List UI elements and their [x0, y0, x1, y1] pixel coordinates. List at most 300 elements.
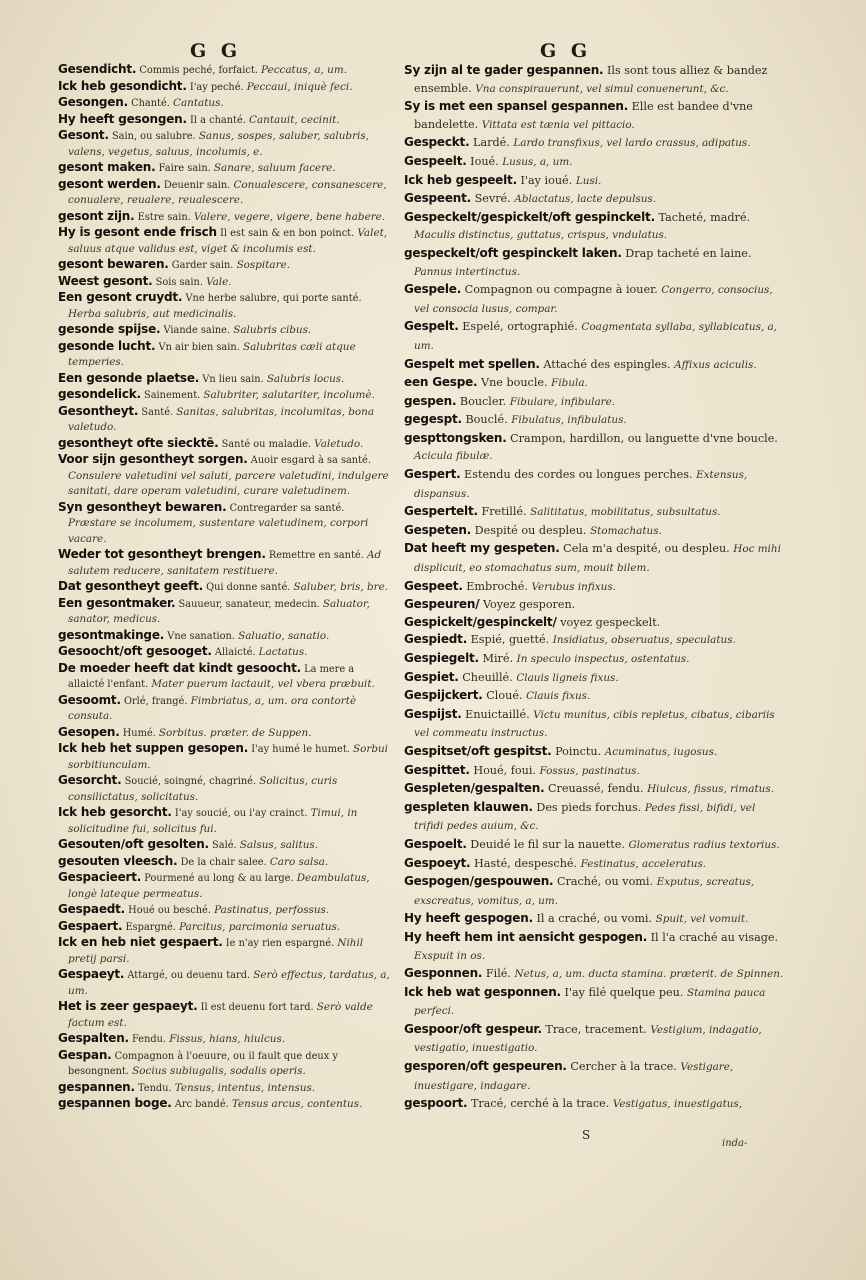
french-gloss: Bouclé.: [465, 413, 508, 427]
french-gloss: Espargné.: [125, 921, 176, 933]
french-gloss: Auoir esgard à sa santé.: [250, 455, 371, 466]
latin-gloss: Præstare se incolumem, sustentare valetudinem, corpori vacare.: [68, 517, 369, 545]
latin-gloss: Clauis fixus.: [526, 690, 591, 703]
french-gloss: Soucié, soingné, chagriné.: [124, 776, 257, 787]
french-gloss: Compagnon à l'oeuure, ou il fault que deux y besongnent.: [68, 1050, 338, 1077]
french-gloss: Espié, guetté.: [470, 633, 550, 647]
latin-gloss: Caro salsa.: [269, 855, 329, 868]
french-gloss: Sainement.: [144, 390, 201, 401]
french-gloss: Attargé, ou deuenu tard.: [127, 970, 251, 981]
headword: Gespiedt.: [404, 632, 468, 647]
headword: gesonde lucht.: [58, 338, 156, 353]
french-gloss: Viande saine.: [163, 325, 231, 336]
headword: Een gesontmaker.: [58, 595, 176, 610]
headword: Ick heb gesondicht.: [58, 78, 187, 93]
dictionary-entry: [58, 339, 393, 371]
signature-mark: S: [582, 1128, 591, 1142]
latin-gloss: Tensus, intentus, intensus.: [174, 1081, 316, 1094]
latin-gloss: Netus, a, um. ducta stamina. præterit. de Spinnen.: [514, 968, 784, 981]
dictionary-entry: [404, 743, 786, 762]
latin-gloss: Salubriter, salutariter, incolumè.: [203, 389, 375, 401]
headword: Gespaeyt.: [58, 967, 125, 981]
headword: gegespt.: [404, 412, 462, 427]
dictionary-entry: [58, 79, 393, 96]
dictionary-entry: [58, 547, 393, 579]
french-gloss: Drap tacheté en laine.: [625, 246, 752, 260]
headword: gesporen/oft gespeuren.: [404, 1059, 567, 1074]
dictionary-entry: [404, 134, 786, 153]
headword: Een gesonde plaetse.: [58, 370, 200, 385]
latin-gloss: Cantauit, cecinit.: [249, 113, 340, 126]
dictionary-entry: [58, 919, 393, 936]
dictionary-entry: [404, 245, 786, 281]
latin-gloss: Consulere valetudini vel saluti, parcere valetudini, indulgere sanitati, dare operam valetudini, curare valetudinem.: [68, 469, 389, 497]
french-gloss: Remettre en santé.: [268, 550, 364, 561]
headword: Gespalten.: [58, 1031, 129, 1045]
dictionary-entry: [58, 999, 393, 1031]
latin-gloss: Affixus aciculis.: [674, 358, 757, 371]
latin-gloss: Socius subiugalis, sodalis operis.: [132, 1065, 306, 1077]
headword: Gesont.: [58, 128, 109, 142]
headword: Gespijst.: [404, 706, 462, 721]
headword: gesont werden.: [58, 176, 161, 191]
dictionary-entry: [58, 387, 393, 404]
french-gloss: Santé.: [141, 406, 174, 418]
latin-gloss: Vittata est tænia vel pittacio.: [481, 118, 635, 131]
latin-gloss: Vestigium, indagatio, vestigatio, inuestigatio.: [414, 1023, 762, 1055]
dictionary-entry: [58, 1031, 393, 1048]
french-gloss: Houé ou besché.: [128, 905, 211, 916]
headword: Een gesont cruydt.: [58, 290, 183, 304]
latin-gloss: Tensus arcus, contentus.: [231, 1098, 363, 1110]
dictionary-entry: [58, 805, 393, 837]
french-gloss: I'ay peché.: [189, 81, 244, 93]
french-gloss: Contregarder sa santé.: [229, 502, 345, 514]
latin-gloss: Ablactatus, lacte depulsus.: [514, 193, 657, 206]
dictionary-entry: [404, 1095, 786, 1114]
dictionary-entry: [58, 725, 393, 742]
dictionary-entry: [404, 374, 786, 393]
headword: Sy is met een spansel gespannen.: [404, 99, 629, 114]
headword: Gesorcht.: [58, 773, 122, 787]
latin-gloss: Cantatus.: [173, 97, 224, 109]
headword: gespen.: [404, 393, 457, 408]
latin-gloss: Congerro, consocius, vel consocia lusus, compar.: [414, 284, 773, 315]
dictionary-entry: [58, 225, 393, 257]
dictionary-entry: [404, 687, 786, 706]
latin-gloss: Vestigatus, inuestigatus,: [612, 1098, 743, 1111]
latin-gloss: Salsus, salitus.: [239, 839, 319, 851]
dictionary-entry: [404, 466, 786, 503]
dictionary-entry: [58, 1048, 393, 1080]
dictionary-entry: [58, 95, 393, 112]
latin-gloss: Lusus, a, um.: [502, 155, 573, 168]
french-gloss: Lardé.: [473, 136, 510, 150]
latin-gloss: Clauis ligneis fixus.: [516, 671, 619, 684]
latin-gloss: Glomeratus radius textorius.: [628, 838, 780, 851]
headword: gesont zijn.: [58, 208, 135, 223]
dictionary-entry: [404, 522, 786, 541]
dictionary-entry: [58, 1096, 393, 1113]
right-column: [404, 62, 786, 1114]
headword: gespannen boge.: [58, 1096, 172, 1110]
french-gloss: I'ay filé quelque peu.: [564, 985, 684, 999]
french-gloss: Estendu des cordes ou longues perches.: [464, 468, 693, 482]
headword: Gespele.: [404, 282, 462, 297]
latin-gloss: Fissus, hians, hiulcus.: [169, 1033, 286, 1045]
headword: gesondelick.: [58, 387, 141, 401]
french-gloss: Ie n'ay rien espargné.: [225, 938, 335, 949]
headword: gesont bewaren.: [58, 257, 169, 271]
latin-gloss: Spuit, vel vomuit.: [655, 913, 749, 926]
headword: Gespelt.: [404, 319, 459, 334]
french-gloss: Voyez gesporen.: [482, 598, 576, 612]
french-gloss: De la chair salee.: [180, 856, 267, 868]
french-gloss: voyez gespeckelt.: [560, 615, 661, 629]
french-gloss: Embroché.: [466, 579, 528, 593]
headword: Voor sijn gesontheyt sorgen.: [58, 452, 248, 466]
dictionary-entry: [58, 870, 393, 902]
french-gloss: Sevré.: [474, 192, 511, 206]
dictionary-entry: [404, 799, 786, 836]
dictionary-entry: [404, 873, 786, 910]
headword: Hy heeft hem int aensicht gespogen.: [404, 929, 648, 944]
french-gloss: Sain, ou salubre.: [111, 131, 196, 142]
headword: De moeder heeft dat kindt gesoocht.: [58, 660, 301, 675]
headword: Gespleten/gespalten.: [404, 781, 545, 796]
latin-gloss: Saluator, sanator, medicus.: [68, 597, 370, 625]
headword: Gespeet.: [404, 578, 463, 593]
french-gloss: Crampon, hardillon, ou languette d'vne boucle.: [510, 431, 778, 445]
latin-gloss: Lactatus.: [258, 646, 308, 658]
dictionary-entry: [58, 128, 393, 160]
latin-gloss: In speculo inspectus, ostentatus.: [516, 653, 690, 665]
latin-gloss: Extensus, dispansus.: [414, 469, 748, 500]
french-gloss: Des pieds forchus.: [536, 800, 642, 814]
headword: Gesopen.: [58, 724, 120, 739]
french-gloss: Miré.: [482, 652, 514, 665]
dictionary-entry: [404, 1058, 786, 1095]
french-gloss: Houé, foui.: [473, 763, 536, 777]
dictionary-entry: [58, 452, 393, 500]
left-column: [58, 62, 393, 1113]
french-gloss: Allaicté.: [214, 647, 256, 658]
latin-gloss: Pastinatus, perfossus.: [214, 904, 330, 916]
headword: Gespeuren/: [404, 597, 480, 612]
french-gloss: I'ay soucié, ou i'ay crainct.: [174, 808, 308, 819]
latin-gloss: Conualescere, consanescere, conualere, reualere, reualescere.: [68, 178, 387, 206]
latin-gloss: Lardo transfixus, vel lardo crassus, adipatus.: [513, 137, 751, 150]
dictionary-entry: [58, 62, 393, 79]
french-gloss: Ioué.: [470, 154, 499, 168]
french-gloss: Sauueur, sanateur, medecin.: [178, 598, 320, 610]
latin-gloss: Lusi.: [575, 174, 602, 187]
latin-gloss: Exputus, screatus, exscreatus, vomitus, a, um.: [414, 876, 755, 907]
french-gloss: La mere a allaicté l'enfant.: [68, 663, 355, 690]
dictionary-entry: [404, 318, 786, 355]
dictionary-entry: [404, 1021, 786, 1058]
latin-gloss: Peccaui, iniquè feci.: [246, 80, 353, 93]
french-gloss: Sois sain.: [155, 276, 203, 288]
catchword: inda-: [722, 1138, 748, 1149]
headword: Gespitset/oft gespitst.: [404, 743, 552, 758]
dictionary-entry: [58, 322, 393, 339]
headword: Gesendicht.: [58, 62, 137, 76]
dictionary-entry: [58, 160, 393, 177]
dictionary-entry: [404, 98, 786, 134]
dictionary-entry: [404, 650, 786, 669]
french-gloss: Tracé, cerché à la trace.: [470, 1097, 610, 1111]
headword: Het is zeer gespaeyt.: [58, 999, 198, 1013]
headword: Gesontheyt.: [58, 403, 139, 418]
latin-gloss: Stamina pauca perfeci.: [414, 986, 766, 1018]
french-gloss: Vn air bien sain.: [158, 341, 240, 353]
headword: gesontheyt ofte siecktē.: [58, 435, 219, 450]
latin-gloss: Salubris locus.: [266, 372, 345, 385]
dictionary-entry: [404, 503, 786, 522]
latin-gloss: Hoc mihi displicuit, eo stomachatus sum, mouit bilem.: [414, 543, 781, 575]
french-gloss: Vn lieu sain.: [202, 373, 264, 385]
dictionary-entry: [58, 112, 393, 129]
dictionary-entry: [58, 967, 393, 999]
latin-gloss: Saluatio, sanatio.: [238, 629, 330, 642]
headword: Gespickelt/gespinckelt/: [404, 614, 557, 629]
latin-gloss: Fibulare, infibulare.: [509, 395, 616, 408]
latin-gloss: Valere, vegere, vigere, bene habere.: [193, 210, 386, 223]
dictionary-entry: [404, 209, 786, 245]
latin-gloss: Mater puerum lactauit, vel vbera præbuit.: [151, 678, 375, 690]
headword: Gespittet.: [404, 762, 470, 777]
dictionary-entry: [58, 741, 393, 773]
headword: gesontmakinge.: [58, 627, 165, 642]
dictionary-entry: [404, 929, 786, 965]
french-gloss: Attaché des espingles.: [543, 357, 671, 371]
french-gloss: Despité ou despleu.: [474, 523, 587, 537]
french-gloss: Commis peché, forfaict.: [139, 65, 258, 76]
dictionary-entry: [58, 257, 393, 274]
french-gloss: Fretillé.: [481, 505, 527, 519]
headword: Weder tot gesontheyt brengen.: [58, 547, 266, 561]
french-gloss: Deuidé le fil sur la nauette.: [470, 837, 625, 851]
headword: Hy heeft gesongen.: [58, 111, 187, 126]
headword: gespttongsken.: [404, 430, 507, 445]
latin-gloss: Sanare, saluum facere.: [213, 162, 336, 174]
french-gloss: Hasté, despesché.: [473, 856, 578, 870]
french-gloss: Humé.: [122, 727, 156, 739]
headword: Ick heb wat gesponnen.: [404, 984, 561, 999]
headword: Gespiegelt.: [404, 651, 479, 665]
french-gloss: Il est sain & en bon poinct.: [220, 228, 355, 239]
headword: Gespacieert.: [58, 870, 142, 884]
dictionary-entry: [404, 855, 786, 874]
running-head-left: G G: [190, 40, 242, 62]
latin-gloss: Herba salubris, aut medicinalis.: [68, 307, 237, 320]
french-gloss: Santé ou maladie.: [221, 438, 312, 450]
latin-gloss: Hiulcus, fissus, rimatus.: [647, 783, 774, 796]
french-gloss: Creuassé, fendu.: [548, 782, 644, 796]
latin-gloss: Peccatus, a, um.: [261, 64, 347, 76]
headword: Gespert.: [404, 467, 461, 482]
dictionary-entry: [404, 780, 786, 799]
latin-gloss: Insidiatus, obseruatus, speculatus.: [552, 634, 736, 647]
dictionary-entry: [58, 1080, 393, 1097]
dictionary-entry: [404, 965, 786, 984]
headword: een Gespe.: [404, 375, 478, 390]
latin-gloss: Vna conspirauerunt, vel simul conuenerunt, &c.: [475, 82, 729, 95]
latin-gloss: Nihil pretij parsi.: [68, 937, 364, 965]
french-gloss: Elle est bandee d'vne bandelette.: [414, 100, 753, 131]
french-gloss: Cercher à la trace.: [570, 1060, 677, 1074]
latin-gloss: Solicitus, curis consilictatus, solicitatus.: [68, 775, 338, 803]
headword: Gesoocht/oft gesooget.: [58, 644, 212, 658]
french-gloss: Deuenir sain.: [163, 179, 231, 191]
french-gloss: Fendu.: [132, 1034, 167, 1045]
dictionary-entry: [404, 356, 786, 375]
latin-gloss: Timui, in solicitudine fui, solicitus fui.: [68, 807, 358, 835]
headword: gesouten vleesch.: [58, 853, 178, 868]
headword: Gespertelt.: [404, 504, 478, 519]
latin-gloss: Serò valde factum est.: [68, 1001, 373, 1029]
latin-gloss: Stomachatus.: [590, 524, 662, 537]
dictionary-entry: [404, 430, 786, 466]
dictionary-entry: [404, 596, 786, 614]
headword: Gespiet.: [404, 669, 459, 684]
headword: Hy is gesont ende frisch: [58, 225, 217, 239]
dictionary-entry: [58, 644, 393, 661]
headword: Sy zijn al te gader gespannen.: [404, 63, 604, 77]
running-head-right: G G: [540, 40, 592, 62]
dictionary-entry: [58, 902, 393, 919]
french-gloss: Il est deuenu fort tard.: [200, 1002, 314, 1013]
latin-gloss: Sorbitus. præter. de Suppen.: [158, 726, 312, 739]
latin-gloss: Verubus infixus.: [531, 580, 616, 593]
french-gloss: Chanté.: [131, 98, 170, 109]
dictionary-entry: [404, 190, 786, 209]
headword: Ick heb gespeelt.: [404, 172, 517, 187]
dictionary-entry: [58, 837, 393, 854]
latin-gloss: Sanitas, salubritas, incolumitas, bona valetudo.: [68, 405, 375, 433]
headword: Syn gesontheyt bewaren.: [58, 499, 227, 514]
latin-gloss: Coagmentata syllaba, syllabicatus, a, um.: [414, 321, 778, 352]
dictionary-entry: [404, 984, 786, 1021]
dictionary-entry: [404, 614, 786, 632]
dictionary-entry: [58, 274, 393, 291]
french-gloss: Orlé, frangé.: [123, 695, 188, 707]
dictionary-entry: [404, 62, 786, 98]
latin-gloss: Salubritas cæli atque temperies.: [68, 340, 356, 368]
latin-gloss: Serò effectus, tardatus, a, um.: [68, 969, 390, 997]
dictionary-entry: [404, 910, 786, 929]
french-gloss: Qui donne santé.: [206, 582, 291, 593]
dictionary-entry: [404, 836, 786, 855]
latin-gloss: Fibulatus, infibulatus.: [511, 414, 627, 427]
french-gloss: Craché, ou vomi.: [556, 875, 654, 889]
dictionary-entry: [404, 393, 786, 412]
dictionary-entry: [404, 281, 786, 318]
dictionary-entry: [404, 411, 786, 430]
dictionary-entry: [58, 661, 393, 693]
dictionary-entry: [404, 631, 786, 650]
dictionary-entry: [404, 762, 786, 781]
dictionary-entry: [58, 436, 393, 453]
headword: Weest gesont.: [58, 273, 153, 288]
french-gloss: I'ay ioué.: [520, 173, 573, 187]
latin-gloss: Vale.: [206, 275, 232, 288]
dictionary-entry: [58, 290, 393, 322]
headword: gespannen.: [58, 1079, 135, 1094]
latin-gloss: Valet, saluus atque validus est, viget & incolumis est.: [68, 227, 388, 255]
dictionary-entry: [404, 706, 786, 743]
headword: Gespan.: [58, 1047, 112, 1062]
latin-gloss: Maculis distinctus, guttatus, crispus, vndulatus.: [414, 229, 668, 242]
french-gloss: Estre sain.: [137, 211, 191, 223]
french-gloss: Faire sain.: [158, 163, 211, 174]
dictionary-entry: [58, 693, 393, 725]
latin-gloss: Festinatus, acceleratus.: [580, 857, 707, 870]
latin-gloss: Acicula fibulæ.: [414, 450, 493, 463]
headword: Gespaert.: [58, 918, 123, 933]
latin-gloss: Deambulatus, longè lateque permeatus.: [68, 872, 370, 900]
french-gloss: Cloué.: [486, 689, 523, 703]
dictionary-entry: [58, 209, 393, 226]
headword: Hy heeft gespogen.: [404, 911, 533, 926]
french-gloss: Vne boucle.: [480, 376, 548, 390]
headword: Gespeckelt/gespickelt/oft gespinckelt.: [404, 209, 655, 224]
latin-gloss: Fossus, pastinatus.: [539, 764, 640, 777]
headword: Gespijckert.: [404, 688, 483, 703]
dictionary-entry: [404, 578, 786, 597]
french-gloss: Cela m'a despité, ou despleu.: [563, 542, 730, 556]
latin-gloss: Pedes fissi, bifidi, vel trifidi pedes auium, &c.: [414, 801, 756, 833]
headword: Gespeckt.: [404, 135, 470, 150]
dictionary-entry: [58, 628, 393, 645]
french-gloss: Espelé, ortographié.: [462, 320, 578, 334]
french-gloss: Garder sain.: [171, 260, 234, 271]
headword: gesont maken.: [58, 160, 156, 174]
dictionary-entry: [58, 404, 393, 436]
headword: gespeckelt/oft gespinckelt laken.: [404, 245, 622, 260]
french-gloss: Boucler.: [459, 394, 507, 408]
latin-gloss: Valetudo.: [314, 437, 364, 450]
french-gloss: Vne herbe salubre, qui porte santé.: [185, 293, 362, 304]
headword: Gespoor/oft gespeur.: [404, 1021, 542, 1036]
latin-gloss: Ad salutem reducere, sanitatem restituere.: [68, 549, 382, 577]
headword: Ick heb het suppen gesopen.: [58, 741, 249, 755]
latin-gloss: Sanus, sospes, saluber, salubris, valens, vegetus, saluus, incolumis, e.: [68, 130, 369, 158]
french-gloss: Filé.: [485, 967, 511, 981]
headword: Dat gesontheyt geeft.: [58, 579, 203, 593]
headword: Gesongen.: [58, 95, 128, 109]
dictionary-entry: [404, 172, 786, 191]
latin-gloss: Sospitare.: [236, 259, 291, 271]
latin-gloss: Fimbriatus, a, um. ora contortè consuta.: [68, 694, 357, 722]
french-gloss: Enuictaillé.: [465, 707, 530, 721]
dictionary-entry: [58, 773, 393, 805]
french-gloss: Poinctu.: [555, 744, 602, 758]
dictionary-entry: [404, 669, 786, 688]
french-gloss: Pourmené au long & au large.: [144, 873, 294, 884]
latin-gloss: Fibula.: [551, 377, 588, 390]
headword: Gespeent.: [404, 191, 472, 206]
latin-gloss: Acuminatus, iugosus.: [604, 745, 718, 758]
headword: Gesouten/oft gesolten.: [58, 837, 209, 851]
french-gloss: Trace, tracement.: [545, 1022, 647, 1036]
headword: Ick en heb niet gespaert.: [58, 935, 223, 949]
headword: Gespeten.: [404, 522, 472, 537]
french-gloss: Cheuillé.: [462, 670, 513, 684]
dictionary-entry: [58, 596, 393, 628]
dictionary-entry: [58, 177, 393, 209]
